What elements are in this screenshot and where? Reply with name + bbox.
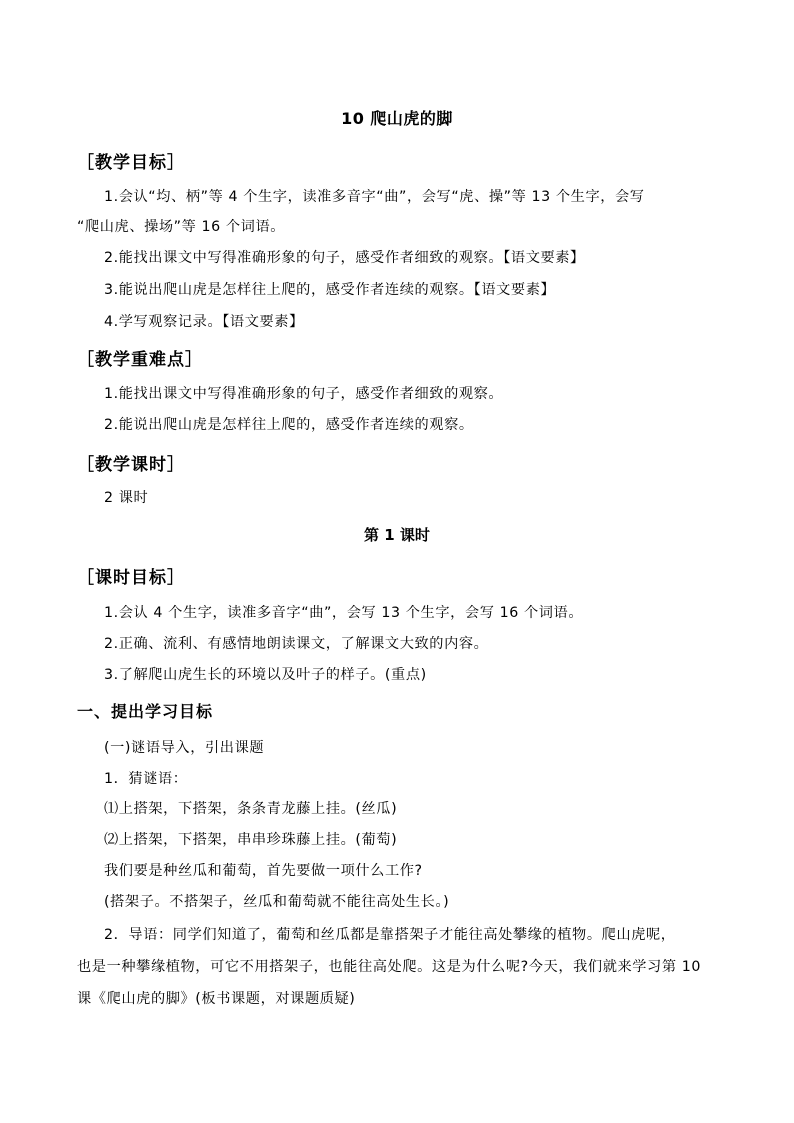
key-point-item: 1.能找出课文中写得准确形象的句子，感受作者细致的观察。 — [104, 386, 504, 402]
hours-value: 2 课时 — [104, 490, 149, 506]
part1-line: ⑴上搭架，下搭架，条条青龙藤上挂。(丝瓜) — [104, 801, 398, 817]
part1-line: (一)谜语导入，引出课题 — [104, 740, 265, 756]
key-point-item: 2.能说出爬山虎是怎样往上爬的，感受作者连续的观察。 — [104, 417, 474, 433]
goal-item-continued: “爬山虎、操场”等 16 个词语。 — [77, 219, 286, 235]
hours-heading: ［教学课时］ — [77, 455, 185, 475]
key-points-heading: ［教学重难点］ — [77, 350, 203, 370]
part1-line-continued: 也是一种攀缘植物，可它不用搭架子，也能往高处爬。这是为什么呢?今天，我们就来学习第 10 — [77, 959, 701, 975]
goal-item: 3.能说出爬山虎是怎样往上爬的，感受作者连续的观察。【语文要素】 — [104, 282, 556, 298]
goal-item: 1.会认“均、柄”等 4 个生字，读准多音字“曲”，会写“虎、操”等 13 个生字，会写 — [104, 189, 645, 205]
lesson1-goals-heading: ［课时目标］ — [77, 568, 185, 588]
part1-heading: 一、提出学习目标 — [77, 702, 214, 721]
document-title: 10 爬山虎的脚 — [341, 109, 453, 128]
goal-item: 2.能找出课文中写得准确形象的句子，感受作者细致的观察。【语文要素】 — [104, 250, 585, 266]
lesson1-title: 第 1 课时 — [364, 526, 430, 544]
part1-line-continued: 课《爬山虎的脚》(板书课题，对课题质疑) — [77, 991, 356, 1007]
goal-item: 4.学写观察记录。【语文要素】 — [104, 314, 304, 330]
lesson1-goal-item: 1.会认 4 个生字，读准多音字“曲”，会写 13 个生字，会写 16 个词语。 — [104, 605, 584, 621]
goals-heading: ［教学目标］ — [77, 153, 185, 173]
part1-line: (搭架子。不搭架子，丝瓜和葡萄就不能往高处生长。) — [104, 894, 450, 910]
lesson1-goal-item: 3.了解爬山虎生长的环境以及叶子的样子。(重点) — [104, 667, 427, 683]
part1-line: 1．猜谜语： — [104, 771, 188, 787]
part1-line: ⑵上搭架，下搭架，串串珍珠藤上挂。(葡萄) — [104, 832, 398, 848]
lesson1-goal-item: 2.正确、流利、有感情地朗读课文，了解课文大致的内容。 — [104, 636, 489, 652]
part1-line: 我们要是种丝瓜和葡萄，首先要做一项什么工作? — [104, 863, 423, 879]
part1-line: 2．导语：同学们知道了，葡萄和丝瓜都是靠搭架子才能往高处攀缘的植物。爬山虎呢， — [104, 927, 676, 943]
